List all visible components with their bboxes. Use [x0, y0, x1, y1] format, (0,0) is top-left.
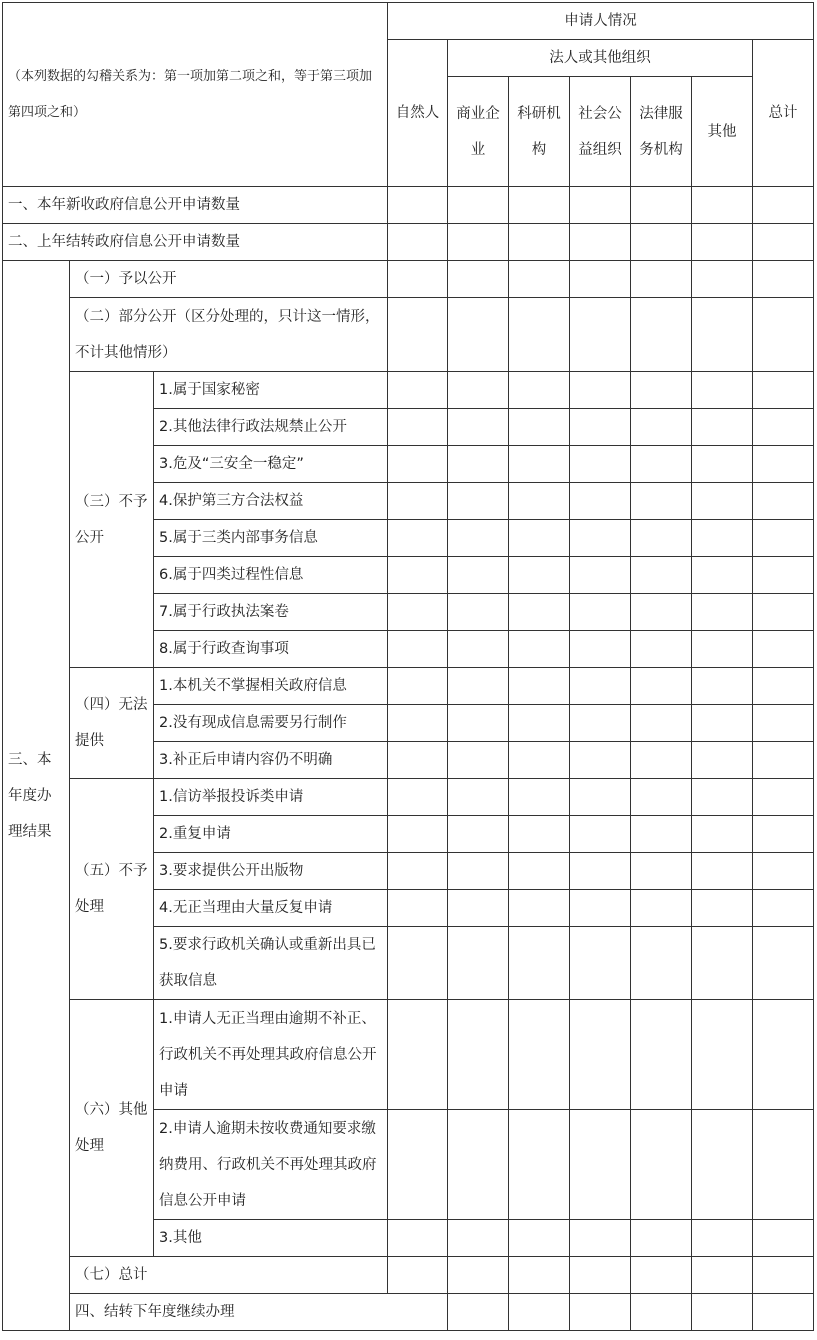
- data-cell: [448, 224, 509, 261]
- data-cell: [692, 372, 753, 409]
- data-cell: [570, 1257, 631, 1294]
- data-cell: [753, 187, 814, 224]
- g3-label: （三）不予公开: [70, 372, 154, 668]
- data-cell: [388, 187, 448, 224]
- data-cell: [509, 298, 570, 372]
- legal-service-header: 法律服务机构: [631, 77, 692, 187]
- data-cell: [753, 890, 814, 927]
- data-cell: [509, 1220, 570, 1257]
- data-cell: [448, 1294, 509, 1331]
- data-cell: [509, 1294, 570, 1331]
- data-cell: [753, 557, 814, 594]
- data-cell: [509, 1110, 570, 1220]
- data-cell: [388, 409, 448, 446]
- data-cell: [388, 705, 448, 742]
- data-cell: [570, 853, 631, 890]
- g4-item-1: 1.本机关不掌握相关政府信息: [154, 668, 388, 705]
- data-cell: [570, 557, 631, 594]
- data-cell: [570, 298, 631, 372]
- g5-item-2: 2.重复申请: [154, 816, 388, 853]
- data-cell: [631, 779, 692, 816]
- data-cell: [448, 483, 509, 520]
- data-cell: [570, 372, 631, 409]
- data-cell: [570, 779, 631, 816]
- data-cell: [570, 890, 631, 927]
- data-cell: [631, 1294, 692, 1331]
- g3-item-5: 5.属于三类内部事务信息: [154, 520, 388, 557]
- data-cell: [631, 520, 692, 557]
- data-cell: [631, 446, 692, 483]
- g6-item-1: 1.申请人无正当理由逾期不补正、行政机关不再处理其政府信息公开申请: [154, 1000, 388, 1110]
- data-cell: [448, 298, 509, 372]
- data-cell: [753, 594, 814, 631]
- data-cell: [448, 446, 509, 483]
- data-cell: [753, 927, 814, 1000]
- data-cell: [388, 927, 448, 1000]
- data-cell: [570, 409, 631, 446]
- data-cell: [570, 261, 631, 298]
- data-cell: [570, 1294, 631, 1331]
- data-cell: [388, 668, 448, 705]
- data-cell: [692, 224, 753, 261]
- data-cell: [388, 520, 448, 557]
- data-cell: [388, 1000, 448, 1110]
- data-cell: [509, 224, 570, 261]
- data-cell: [509, 668, 570, 705]
- data-cell: [692, 1220, 753, 1257]
- data-cell: [388, 557, 448, 594]
- data-cell: [448, 853, 509, 890]
- g4-label: （四）无法提供: [70, 668, 154, 779]
- data-cell: [631, 668, 692, 705]
- data-cell: [509, 372, 570, 409]
- data-cell: [631, 594, 692, 631]
- data-cell: [509, 1000, 570, 1110]
- g6-label: （六）其他处理: [70, 1000, 154, 1257]
- data-cell: [509, 742, 570, 779]
- g7-label: （七）总计: [70, 1257, 388, 1294]
- data-cell: [631, 372, 692, 409]
- data-cell: [753, 1110, 814, 1220]
- data-cell: [509, 187, 570, 224]
- section-3-label: 三、本年度办理结果: [3, 261, 70, 1331]
- data-cell: [692, 1294, 753, 1331]
- data-cell: [753, 816, 814, 853]
- data-cell: [388, 1220, 448, 1257]
- data-cell: [753, 298, 814, 372]
- data-cell: [692, 1000, 753, 1110]
- data-cell: [388, 1110, 448, 1220]
- data-cell: [631, 261, 692, 298]
- data-cell: [509, 927, 570, 1000]
- data-cell: [692, 520, 753, 557]
- data-cell: [631, 409, 692, 446]
- g5-item-3: 3.要求提供公开出版物: [154, 853, 388, 890]
- data-cell: [631, 890, 692, 927]
- data-cell: [692, 557, 753, 594]
- data-cell: [753, 483, 814, 520]
- data-cell: [509, 261, 570, 298]
- data-cell: [509, 409, 570, 446]
- data-cell: [509, 520, 570, 557]
- g3-item-2: 2.其他法律行政法规禁止公开: [154, 409, 388, 446]
- data-cell: [448, 890, 509, 927]
- data-cell: [753, 631, 814, 668]
- data-cell: [570, 224, 631, 261]
- social-welfare-header: 社会公益组织: [570, 77, 631, 187]
- data-cell: [692, 631, 753, 668]
- data-cell: [631, 557, 692, 594]
- data-cell: [692, 594, 753, 631]
- data-cell: [570, 816, 631, 853]
- data-cell: [570, 705, 631, 742]
- data-cell: [448, 742, 509, 779]
- data-cell: [388, 261, 448, 298]
- g5-item-4: 4.无正当理由大量反复申请: [154, 890, 388, 927]
- data-cell: [692, 705, 753, 742]
- data-cell: [692, 483, 753, 520]
- data-cell: [692, 1257, 753, 1294]
- data-cell: [448, 520, 509, 557]
- g3-item-8: 8.属于行政查询事项: [154, 631, 388, 668]
- data-cell: [509, 853, 570, 890]
- g5-label: （五）不予处理: [70, 779, 154, 1000]
- data-cell: [753, 705, 814, 742]
- data-cell: [692, 890, 753, 927]
- data-cell: [570, 1000, 631, 1110]
- data-cell: [753, 224, 814, 261]
- data-cell: [753, 409, 814, 446]
- data-cell: [509, 779, 570, 816]
- data-cell: [448, 816, 509, 853]
- data-cell: [692, 779, 753, 816]
- total-header: 总计: [753, 40, 814, 187]
- data-cell: [570, 594, 631, 631]
- other-header: 其他: [692, 77, 753, 187]
- data-cell: [753, 1000, 814, 1110]
- data-cell: [448, 409, 509, 446]
- data-cell: [631, 1000, 692, 1110]
- applicant-situation-header: 申请人情况: [388, 3, 814, 40]
- data-cell: [570, 483, 631, 520]
- data-cell: [448, 1000, 509, 1110]
- data-cell: [570, 668, 631, 705]
- data-cell: [692, 409, 753, 446]
- data-cell: [448, 557, 509, 594]
- g3-item-4: 4.保护第三方合法权益: [154, 483, 388, 520]
- g4-item-3: 3.补正后申请内容仍不明确: [154, 742, 388, 779]
- data-cell: [631, 1257, 692, 1294]
- g5-item-1: 1.信访举报投诉类申请: [154, 779, 388, 816]
- data-cell: [570, 187, 631, 224]
- data-cell: [631, 483, 692, 520]
- data-cell: [448, 779, 509, 816]
- data-cell: [753, 853, 814, 890]
- data-cell: [448, 1110, 509, 1220]
- data-cell: [388, 742, 448, 779]
- data-cell: [509, 483, 570, 520]
- data-cell: [570, 520, 631, 557]
- data-cell: [388, 890, 448, 927]
- g5-item-5: 5.要求行政机关确认或重新出具已获取信息: [154, 927, 388, 1000]
- g3-item-7: 7.属于行政执法案卷: [154, 594, 388, 631]
- data-cell: [448, 372, 509, 409]
- data-cell: [753, 372, 814, 409]
- data-cell: [692, 742, 753, 779]
- data-cell: [388, 446, 448, 483]
- data-cell: [631, 853, 692, 890]
- legal-group-header: 法人或其他组织: [448, 40, 753, 77]
- data-cell: [692, 1110, 753, 1220]
- data-cell: [388, 224, 448, 261]
- data-cell: [448, 1220, 509, 1257]
- data-cell: [509, 446, 570, 483]
- data-cell: [570, 631, 631, 668]
- data-cell: [631, 631, 692, 668]
- data-cell: [753, 261, 814, 298]
- data-cell: [692, 816, 753, 853]
- data-cell: [448, 187, 509, 224]
- data-cell: [448, 705, 509, 742]
- data-cell: [570, 1110, 631, 1220]
- research-header: 科研机构: [509, 77, 570, 187]
- g6-item-2: 2.申请人逾期未按收费通知要求缴纳费用、行政机关不再处理其政府信息公开申请: [154, 1110, 388, 1220]
- g6-item-3: 3.其他: [154, 1220, 388, 1257]
- data-cell: [388, 853, 448, 890]
- data-cell: [631, 816, 692, 853]
- data-cell: [692, 853, 753, 890]
- data-cell: [509, 594, 570, 631]
- data-cell: [631, 705, 692, 742]
- row-label-carry-forward: 四、结转下年度继续办理: [70, 1294, 448, 1331]
- data-cell: [509, 890, 570, 927]
- data-cell: [388, 631, 448, 668]
- data-cell: [753, 1294, 814, 1331]
- data-cell: [692, 668, 753, 705]
- data-cell: [631, 187, 692, 224]
- data-cell: [388, 779, 448, 816]
- data-cell: [753, 446, 814, 483]
- data-cell: [631, 224, 692, 261]
- disclosure-statistics-table: [2, 2, 814, 1331]
- data-cell: [388, 298, 448, 372]
- data-cell: [692, 298, 753, 372]
- data-cell: [753, 520, 814, 557]
- data-cell: [631, 742, 692, 779]
- data-cell: [631, 1220, 692, 1257]
- data-cell: [448, 631, 509, 668]
- data-cell: [631, 927, 692, 1000]
- data-cell: [388, 816, 448, 853]
- data-cell: [753, 1220, 814, 1257]
- data-cell: [388, 372, 448, 409]
- g3-item-1: 1.属于国家秘密: [154, 372, 388, 409]
- data-cell: [753, 668, 814, 705]
- data-cell: [753, 779, 814, 816]
- data-cell: [388, 1257, 448, 1294]
- data-cell: [448, 927, 509, 1000]
- g1-label: （一）予以公开: [70, 261, 388, 298]
- data-cell: [388, 594, 448, 631]
- data-cell: [448, 1257, 509, 1294]
- table-note-cell: （本列数据的勾稽关系为：第一项加第二项之和，等于第三项加第四项之和）: [3, 3, 388, 187]
- data-cell: [692, 446, 753, 483]
- data-cell: [631, 1110, 692, 1220]
- data-cell: [570, 1220, 631, 1257]
- data-cell: [448, 594, 509, 631]
- g3-item-3: 3.危及“三安全一稳定”: [154, 446, 388, 483]
- data-cell: [509, 1257, 570, 1294]
- data-cell: [570, 927, 631, 1000]
- data-cell: [692, 927, 753, 1000]
- data-cell: [631, 298, 692, 372]
- g4-item-2: 2.没有现成信息需要另行制作: [154, 705, 388, 742]
- data-cell: [692, 261, 753, 298]
- data-cell: [753, 1257, 814, 1294]
- commercial-header: 商业企业: [448, 77, 509, 187]
- data-cell: [570, 742, 631, 779]
- data-cell: [509, 631, 570, 668]
- data-cell: [753, 742, 814, 779]
- data-cell: [448, 261, 509, 298]
- natural-person-header: 自然人: [388, 40, 448, 187]
- data-cell: [388, 483, 448, 520]
- row-label-carried-over: 二、上年结转政府信息公开申请数量: [3, 224, 388, 261]
- data-cell: [692, 187, 753, 224]
- data-cell: [509, 816, 570, 853]
- data-cell: [509, 557, 570, 594]
- g3-item-6: 6.属于四类过程性信息: [154, 557, 388, 594]
- data-cell: [448, 668, 509, 705]
- g2-label: （二）部分公开（区分处理的，只计这一情形，不计其他情形）: [70, 298, 388, 372]
- data-cell: [509, 705, 570, 742]
- row-label-new-applications: 一、本年新收政府信息公开申请数量: [3, 187, 388, 224]
- data-cell: [570, 446, 631, 483]
